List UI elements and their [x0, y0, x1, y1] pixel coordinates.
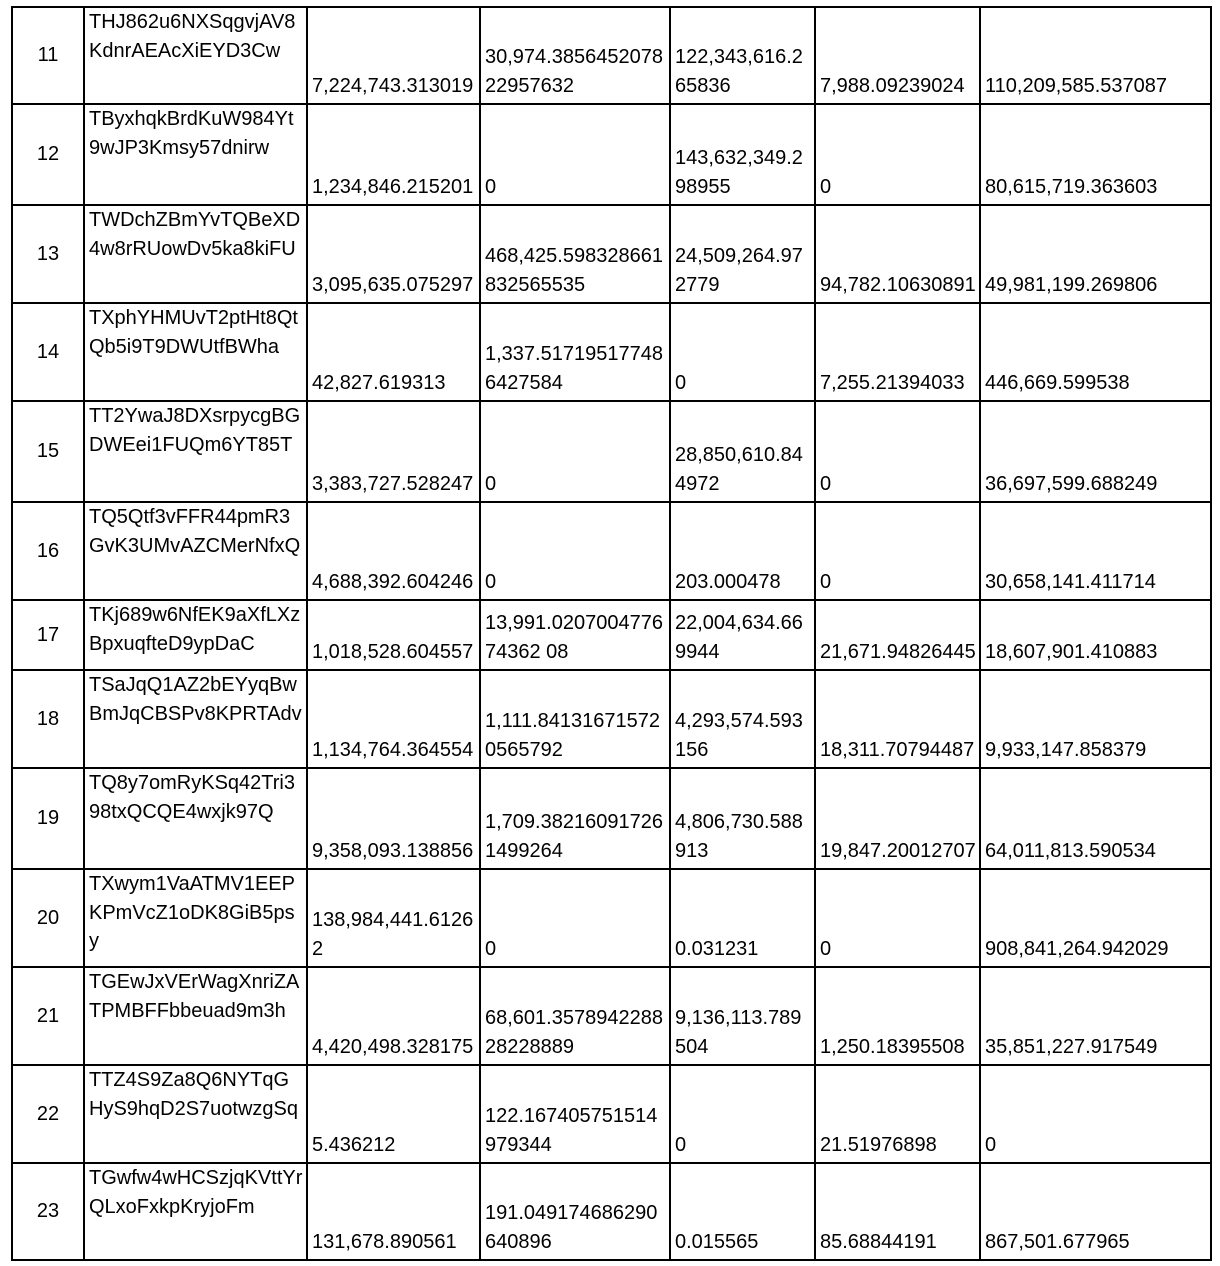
- value-cell-3: 0: [670, 1065, 815, 1163]
- value-cell-5: 867,501.677965: [980, 1163, 1211, 1260]
- address-cell: TSaJqQ1AZ2bEYyqBwBmJqCBSPv8KPRTAdv: [84, 670, 307, 768]
- value-cell-3: 22,004,634.669944: [670, 600, 815, 670]
- value-cell-3: 122,343,616.265836: [670, 7, 815, 104]
- value-cell-1: 138,984,441.61262: [307, 869, 480, 967]
- row-number: 17: [12, 600, 84, 670]
- value-cell-3: 4,293,574.593156: [670, 670, 815, 768]
- value-cell-1: 3,095,635.075297: [307, 205, 480, 303]
- value-cell-4: 0: [815, 502, 980, 600]
- table-row: [12, 205, 1211, 303]
- row-number: 12: [12, 104, 84, 205]
- table-row: [12, 869, 1211, 967]
- address-cell: TGwfw4wHCSzjqKVttYrQLxoFxkpKryjoFm: [84, 1163, 307, 1260]
- value-cell-1: 9,358,093.138856: [307, 768, 480, 869]
- value-cell-2: 0: [480, 502, 670, 600]
- value-cell-4: 18,311.70794487: [815, 670, 980, 768]
- value-cell-1: 42,827.619313: [307, 303, 480, 401]
- row-number: 19: [12, 768, 84, 869]
- row-number: 13: [12, 205, 84, 303]
- value-cell-5: 110,209,585.537087: [980, 7, 1211, 104]
- value-cell-5: 30,658,141.411714: [980, 502, 1211, 600]
- table-row: [12, 670, 1211, 768]
- value-cell-1: 131,678.890561: [307, 1163, 480, 1260]
- value-cell-2: 30,974.385645207822957632: [480, 7, 670, 104]
- value-cell-5: 64,011,813.590534: [980, 768, 1211, 869]
- value-cell-1: 4,420,498.328175: [307, 967, 480, 1065]
- row-number: 16: [12, 502, 84, 600]
- table-row: [12, 967, 1211, 1065]
- table-row: [12, 104, 1211, 205]
- table-row: [12, 1163, 1211, 1260]
- address-cell: TQ8y7omRyKSq42Tri398txQCQE4wxjk97Q: [84, 768, 307, 869]
- row-number: 18: [12, 670, 84, 768]
- address-cell: THJ862u6NXSqgvjAV8KdnrAEAcXiEYD3Cw: [84, 7, 307, 104]
- value-cell-5: 80,615,719.363603: [980, 104, 1211, 205]
- address-cell: TTZ4S9Za8Q6NYTqGHyS9hqD2S7uotwzgSq: [84, 1065, 307, 1163]
- value-cell-5: 9,933,147.858379: [980, 670, 1211, 768]
- value-cell-4: 7,988.09239024: [815, 7, 980, 104]
- value-cell-3: 28,850,610.844972: [670, 401, 815, 502]
- row-number: 20: [12, 869, 84, 967]
- value-cell-2: 468,425.598328661832565535: [480, 205, 670, 303]
- value-cell-5: 446,669.599538: [980, 303, 1211, 401]
- table-row: [12, 600, 1211, 670]
- value-cell-4: 85.68844191: [815, 1163, 980, 1260]
- value-cell-5: 908,841,264.942029: [980, 869, 1211, 967]
- value-cell-3: 0.015565: [670, 1163, 815, 1260]
- value-cell-3: 4,806,730.588913: [670, 768, 815, 869]
- value-cell-2: 1,709.382160917261499264: [480, 768, 670, 869]
- value-cell-3: 9,136,113.789504: [670, 967, 815, 1065]
- value-cell-1: 1,234,846.215201: [307, 104, 480, 205]
- value-cell-2: 122.167405751514979344: [480, 1065, 670, 1163]
- value-cell-5: 35,851,227.917549: [980, 967, 1211, 1065]
- address-cell: TByxhqkBrdKuW984Yt9wJP3Kmsy57dnirw: [84, 104, 307, 205]
- value-cell-2: 191.049174686290640896: [480, 1163, 670, 1260]
- address-cell: TKj689w6NfEK9aXfLXzBpxuqfteD9ypDaC: [84, 600, 307, 670]
- value-cell-4: 21.51976898: [815, 1065, 980, 1163]
- value-cell-3: 0.031231: [670, 869, 815, 967]
- value-cell-2: 0: [480, 104, 670, 205]
- value-cell-1: 3,383,727.528247: [307, 401, 480, 502]
- value-cell-4: 0: [815, 401, 980, 502]
- value-cell-2: 1,111.841316715720565792: [480, 670, 670, 768]
- value-cell-4: 7,255.21394033: [815, 303, 980, 401]
- value-cell-2: 68,601.357894228828228889: [480, 967, 670, 1065]
- value-cell-4: 21,671.94826445: [815, 600, 980, 670]
- table-row: [12, 7, 1211, 104]
- address-cell: TT2YwaJ8DXsrpycgBGDWEei1FUQm6YT85T: [84, 401, 307, 502]
- table-body: [12, 7, 1211, 1260]
- table-row: [12, 502, 1211, 600]
- table-row: [12, 1065, 1211, 1163]
- value-cell-2: 13,991.020700477674362 08: [480, 600, 670, 670]
- value-cell-1: 1,018,528.604557: [307, 600, 480, 670]
- row-number: 23: [12, 1163, 84, 1260]
- value-cell-4: 0: [815, 869, 980, 967]
- value-cell-2: 1,337.517195177486427584: [480, 303, 670, 401]
- address-cell: TGEwJxVErWagXnriZATPMBFFbbeuad9m3h: [84, 967, 307, 1065]
- value-cell-5: 0: [980, 1065, 1211, 1163]
- row-number: 14: [12, 303, 84, 401]
- value-cell-3: 203.000478: [670, 502, 815, 600]
- value-cell-5: 49,981,199.269806: [980, 205, 1211, 303]
- row-number: 21: [12, 967, 84, 1065]
- row-number: 22: [12, 1065, 84, 1163]
- value-cell-4: 94,782.10630891: [815, 205, 980, 303]
- value-cell-1: 5.436212: [307, 1065, 480, 1163]
- table-row: [12, 303, 1211, 401]
- row-number: 15: [12, 401, 84, 502]
- data-table: [11, 6, 1212, 1261]
- value-cell-4: 0: [815, 104, 980, 205]
- address-cell: TWDchZBmYvTQBeXD4w8rRUowDv5ka8kiFU: [84, 205, 307, 303]
- row-number: 11: [12, 7, 84, 104]
- value-cell-5: 36,697,599.688249: [980, 401, 1211, 502]
- value-cell-1: 4,688,392.604246: [307, 502, 480, 600]
- value-cell-2: 0: [480, 401, 670, 502]
- value-cell-3: 143,632,349.298955: [670, 104, 815, 205]
- address-cell: TXwym1VaATMV1EEPKPmVcZ1oDK8GiB5psy: [84, 869, 307, 967]
- value-cell-3: 24,509,264.972779: [670, 205, 815, 303]
- value-cell-3: 0: [670, 303, 815, 401]
- address-cell: TXphYHMUvT2ptHt8QtQb5i9T9DWUtfBWha: [84, 303, 307, 401]
- value-cell-4: 19,847.20012707: [815, 768, 980, 869]
- value-cell-2: 0: [480, 869, 670, 967]
- table-row: [12, 401, 1211, 502]
- value-cell-4: 1,250.18395508: [815, 967, 980, 1065]
- address-cell: TQ5Qtf3vFFR44pmR3GvK3UMvAZCMerNfxQ: [84, 502, 307, 600]
- value-cell-5: 18,607,901.410883: [980, 600, 1211, 670]
- value-cell-1: 7,224,743.313019: [307, 7, 480, 104]
- value-cell-1: 1,134,764.364554: [307, 670, 480, 768]
- table-row: [12, 768, 1211, 869]
